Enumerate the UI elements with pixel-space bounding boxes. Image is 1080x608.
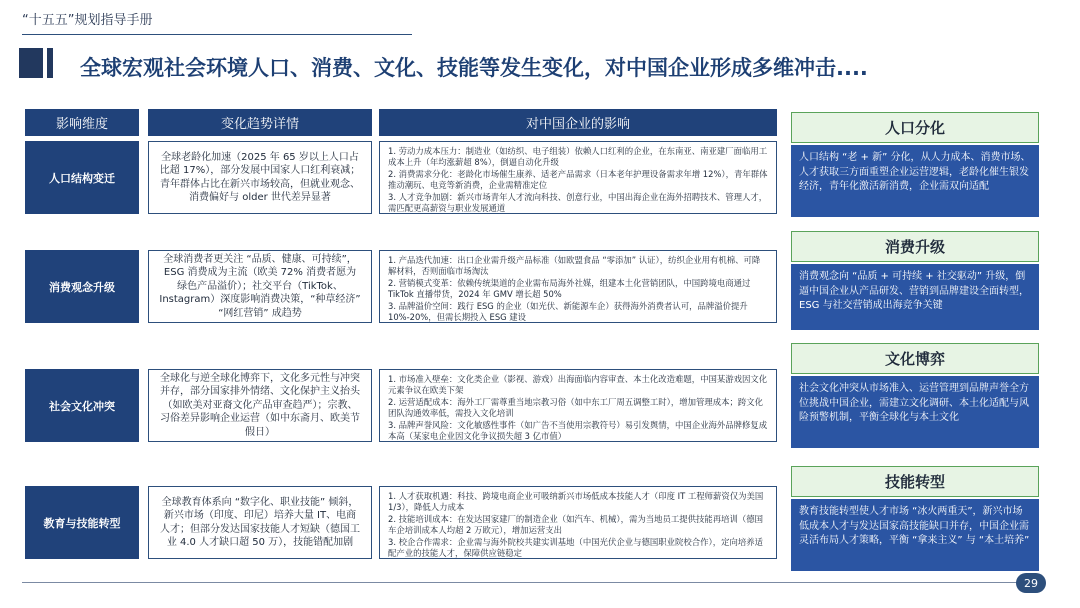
impact-item: 1. 人才获取机遇：科技、跨境电商企业可吸纳新兴市场低成本技能人才（印度 IT 工程师薪资仅为美国 1/3），降低人力成本: [388, 491, 764, 513]
impact-item: 3. 校企合作需求：企业需与海外院校共建实训基地（中国光伏企业与德国职业院校合作），定向培养适配产业的技能人才，保障供应链稳定: [388, 536, 763, 559]
column-header-trend: 变化趋势详情: [148, 109, 372, 136]
summary-panel-body: 教育技能转型使人才市场 “冰火两重天”，新兴市场低成本人才与发达国家高技能缺口并存，中国企业需灵活布局人才策略，平衡 “拿来主义” 与 “本土培养”: [791, 499, 1039, 571]
dimension-label: 人口结构变迁: [25, 141, 139, 214]
summary-panel-body: 消费观念向 “品质 + 可持续 + 社交驱动” 升级，倒逼中国企业从产品研发、营销到品牌建设全面转型，ESG 与社交营销成出海竞争关键: [791, 264, 1039, 330]
dimension-label: 消费观念升级: [25, 250, 139, 323]
summary-panel-title: 技能转型: [791, 466, 1039, 497]
impact-item: 1. 产品迭代加速：出口企业需升级产品标准（如欧盟食品 “零添加” 认证），纺织企业用有机棉、可降解材料，否则面临市场淘汰: [388, 255, 761, 277]
dimension-label: 教育与技能转型: [25, 486, 139, 559]
trend-text: 全球教育体系向 “数字化、职业技能” 倾斜，新兴市场（印度、印尼）培养大量 IT、电商人才；但部分发达国家技能人才短缺（德国工业 4.0 人才缺口超 50 万），技能错配加剧: [160, 496, 360, 548]
impact-item: 3. 品牌溢价空间：践行 ESG 的企业（如光伏、新能源车企）获得海外消费者认可，品牌溢价提升 10%-20%，但需长期投入 ESG 建设: [388, 300, 748, 323]
dimension-label: 社会文化冲突: [25, 369, 139, 442]
header-divider: [22, 34, 412, 35]
impact-item: 1. 劳动力成本压力：制造业（如纺织、电子组装）依赖人口红利的企业，在东南亚、南亚建厂面临用工成本上升（年均涨薪超 8%），倒逼自动化升级: [388, 146, 768, 168]
column-header-impact: 对中国企业的影响: [379, 109, 777, 136]
summary-panel-title: 人口分化: [791, 112, 1039, 143]
impact-item: 2. 运营适配成本：海外工厂需尊重当地宗教习俗（如中东工厂周五调整工时），增加管理成本；跨文化团队沟通效率低，需投入文化培训: [388, 396, 763, 419]
trend-cell: [148, 250, 372, 323]
summary-panel-title: 文化博弈: [791, 343, 1039, 374]
trend-cell: [148, 486, 372, 559]
trend-text: 全球老龄化加速（2025 年 65 岁以上人口占比超 17%），部分发展中国家人口红利衰减；青年群体占比在新兴市场较高，但就业观念、消费偏好与 older 世代差异显著: [159, 151, 361, 203]
column-header-dimension: 影响维度: [25, 109, 139, 136]
summary-panel-body: 人口结构 “老 + 新” 分化，从人力成本、消费市场、人才获取三方面重塑企业运营逻辑，老龄化催生银发经济，青年化激活新消费，企业需双向适配: [791, 145, 1039, 217]
trend-text: 全球化与逆全球化博弈下，文化多元性与冲突并存，部分国家排外情绪、文化保护主义抬头（如欧美对亚裔文化产品审查趋严）；宗教、习俗差异影响企业运营（如中东斋月、欧美节假日）: [160, 372, 360, 438]
impact-cell: [379, 141, 777, 214]
impact-item: 2. 消费需求分化：老龄化市场催生康养、适老产品需求（日本老年护理设备需求年增 12%），青年群体推动潮玩、电竞等新消费，企业需精准定位: [388, 168, 768, 191]
summary-panel-body: 社会文化冲突从市场准入、运营管理到品牌声誉全方位挑战中国企业，需建立文化调研、本土化适配与风险预警机制，平衡全球化与本土文化: [791, 376, 1039, 448]
impact-item: 2. 技能培训成本：在发达国家建厂的制造企业（如汽车、机械），需为当地员工提供技能再培训（德国车企培训成本人均超 2 万欧元），增加运营支出: [388, 513, 763, 536]
page-number-badge: 29: [1016, 573, 1046, 593]
document-title: “十五五”规划指导手册: [22, 13, 153, 28]
title-marker-bar: [47, 48, 53, 78]
impact-item: 1. 市场准入壁垒：文化类企业（影视、游戏）出海面临内容审查、本土化改造难题，中国某游戏因文化元素争议在欧美下架: [388, 374, 768, 396]
impact-cell: [379, 369, 777, 442]
trend-cell: [148, 141, 372, 214]
trend-cell: [148, 369, 372, 442]
impact-cell: [379, 250, 777, 323]
title-marker-block: [19, 48, 43, 78]
impact-item: 2. 营销模式变革：依赖传统渠道的企业需布局海外社媒，组建本土化营销团队，中国跨境电商通过 TikTok 直播带货，2024 年 GMV 增长超 50%: [388, 277, 751, 300]
impact-item: 3. 品牌声誉风险：文化敏感性事件（如广告不当使用宗教符号）易引发舆情，中国企业海外品牌修复成本高（某家电企业因文化争议损失超 3 亿市值）: [388, 419, 768, 442]
page-title: 全球宏观社会环境人口、消费、文化、技能等发生变化，对中国企业形成多维冲击....: [80, 56, 868, 80]
footer-divider: [22, 582, 1018, 583]
trend-text: 全球消费者更关注 “品质、健康、可持续”，ESG 消费成为主流（欧美 72% 消费者愿为绿色产品溢价）；社交平台（TikTok、Instagram）深度影响消费决策，“种草经济” “网红营销” 成趋势: [159, 253, 361, 319]
summary-panel-title: 消费升级: [791, 231, 1039, 262]
impact-item: 3. 人才竞争加剧：新兴市场青年人才流向科技、创意行业，中国出海企业在海外招聘技术、管理人才，需匹配更高薪资与职业发展通道: [388, 191, 768, 214]
impact-cell: [379, 486, 777, 559]
